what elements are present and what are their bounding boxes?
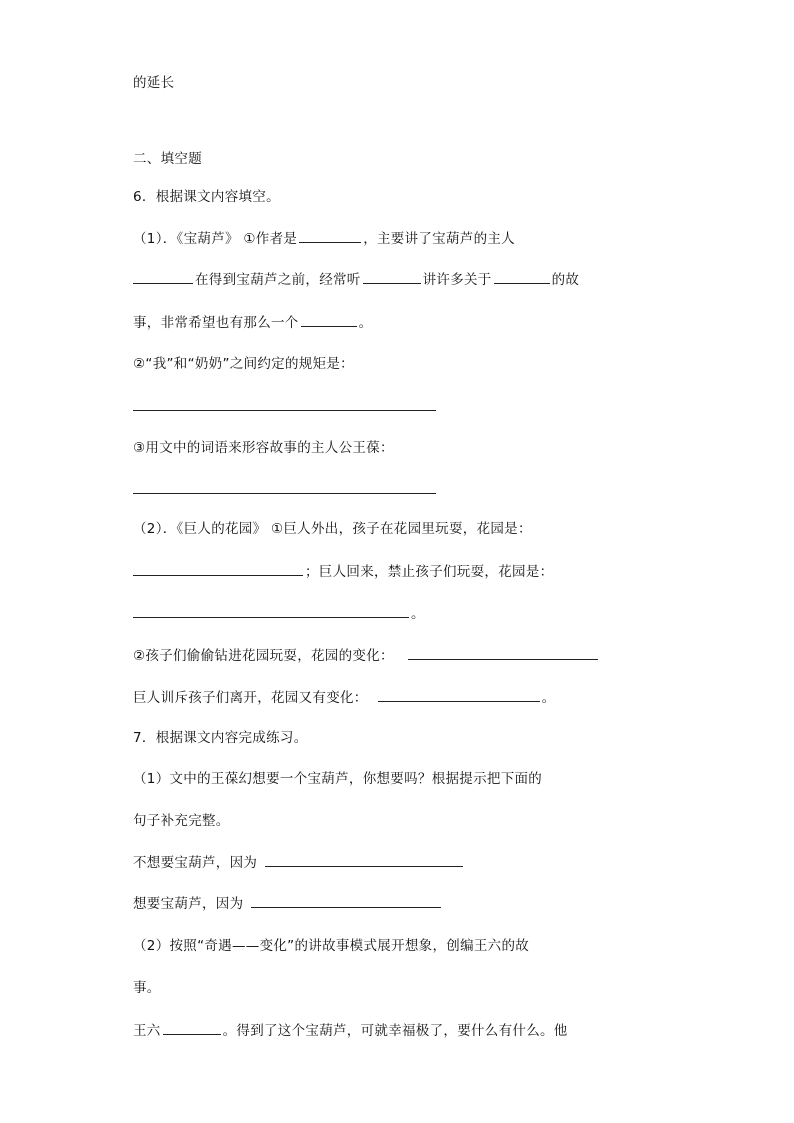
- text-span: 在得到宝葫芦之前，经常听: [195, 272, 361, 288]
- text-span: 不想要宝葫芦，因为: [133, 855, 258, 871]
- blank-field[interactable]: [301, 313, 357, 327]
- text-span: 王六: [133, 1023, 161, 1039]
- question-7-part-1-line-1: （1）文中的王葆幻想要一个宝葫芦，你想要吗？根据提示把下面的: [133, 771, 543, 787]
- question-6-part-1-line-2: [133, 270, 579, 289]
- blank-field[interactable]: [133, 270, 193, 284]
- text-span: 想要宝葫芦，因为: [133, 896, 244, 912]
- text-span: 的故: [551, 272, 580, 288]
- question-6-rule-text: ②“我”和“奶奶”之间约定的规矩是：: [133, 356, 354, 372]
- text-span: 巨人训斥孩子们离开，花园又有变化：: [133, 690, 368, 706]
- question-6-part-2-line-1: （2）．《巨人的花园》 ①巨人外出，孩子在花园里玩耍，花园是：: [133, 521, 532, 537]
- question-6-title: 6．根据课文内容填空。: [133, 189, 280, 205]
- question-6-part-2-line-2: [133, 562, 553, 581]
- question-6-part-2-line-3: [133, 604, 425, 623]
- text-span: 事，非常希望也有那么一个: [133, 315, 299, 331]
- text-span: 。得到了这个宝葫芦，可就幸福极了，要什么有什么。他: [222, 1023, 568, 1039]
- text-span: 。: [411, 606, 425, 622]
- question-6-part-2-line-4: [133, 646, 600, 665]
- text-span: （1）．《宝葫芦》 ①作者是: [133, 231, 298, 247]
- question-7-part-2-line-3: [133, 1021, 568, 1040]
- text-line: 的延长: [133, 75, 175, 91]
- question-7-title: 7．根据课文内容完成练习。: [133, 730, 308, 746]
- blank-field[interactable]: [408, 646, 598, 660]
- question-6-part-1-line-3: [133, 313, 372, 332]
- blank-field[interactable]: [133, 604, 409, 618]
- text-span: 讲许多关于: [422, 272, 492, 288]
- question-6-description-text: ③用文中的词语来形容故事的主人公王葆：: [133, 440, 394, 456]
- blank-field[interactable]: [378, 688, 540, 702]
- blank-field[interactable]: [133, 562, 303, 576]
- blank-field[interactable]: [251, 894, 441, 908]
- question-7-yes-line: [133, 894, 443, 913]
- text-span: ；巨人回来，禁止孩子们玩耍，花园是：: [305, 564, 554, 580]
- question-6-part-2-line-5: [133, 688, 555, 707]
- blank-field[interactable]: [363, 270, 421, 284]
- blank-field[interactable]: [494, 270, 550, 284]
- answer-line[interactable]: [133, 493, 436, 494]
- blank-field[interactable]: [163, 1021, 221, 1035]
- answer-line[interactable]: [133, 410, 436, 411]
- text-span: 。: [541, 690, 556, 706]
- blank-field[interactable]: [265, 853, 463, 867]
- question-6-part-1-line-1: [133, 229, 515, 248]
- blank-field[interactable]: [299, 229, 361, 243]
- text-span: 。: [358, 315, 373, 331]
- text-span: ，主要讲了宝葫芦的主人: [363, 231, 515, 247]
- question-7-part-2-line-2: 事。: [133, 980, 161, 996]
- question-7-part-2-line-1: （2）按照“奇遇——变化”的讲故事模式展开想象，创编王六的故: [133, 938, 530, 954]
- question-7-part-1-line-2: 句子补充完整。: [133, 813, 230, 829]
- text-span: ②孩子们偷偷钻进花园玩耍，花园的变化：: [133, 648, 394, 664]
- section-heading: 二、填空题: [133, 151, 202, 167]
- question-7-no-line: [133, 853, 465, 872]
